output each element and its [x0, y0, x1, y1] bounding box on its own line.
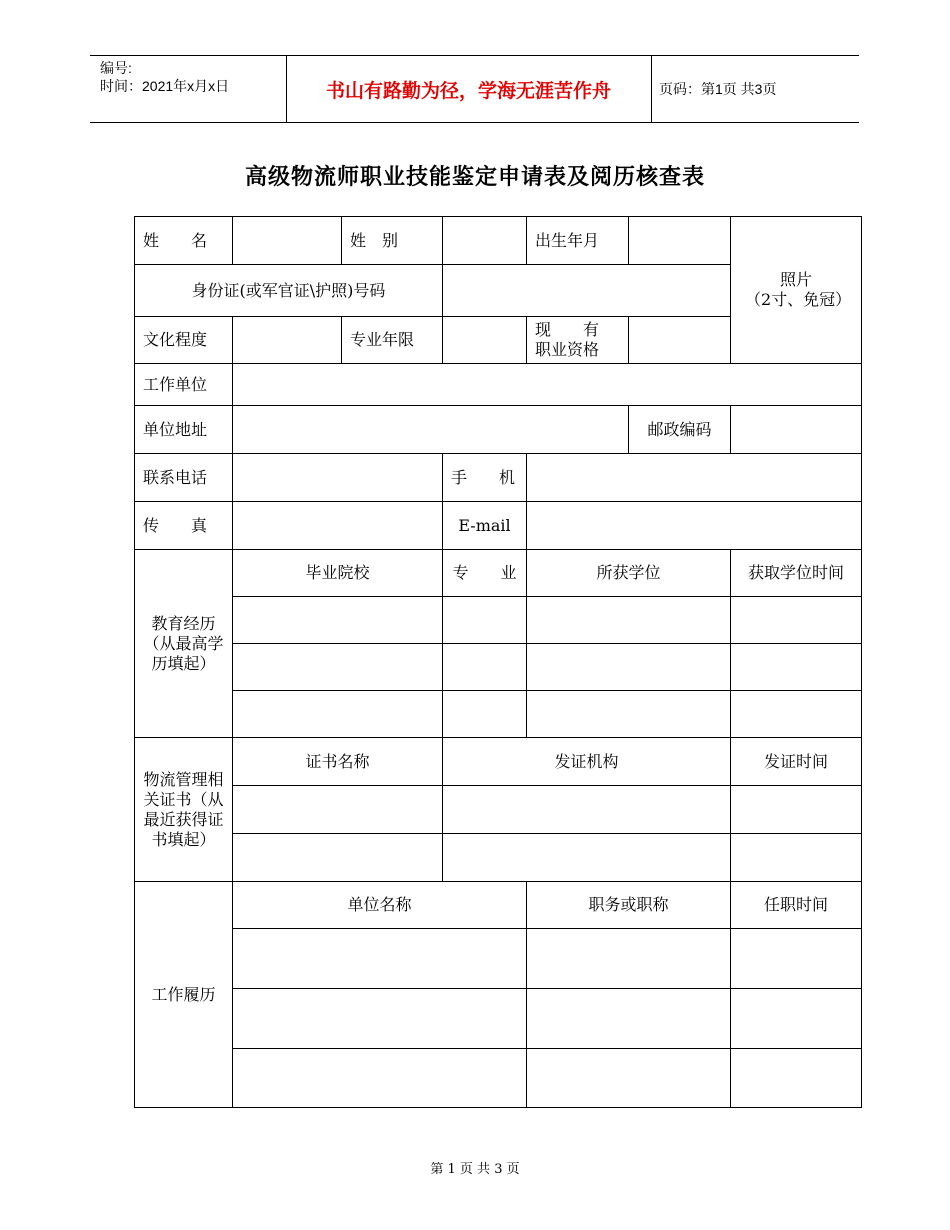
employer-label: 工作单位 [135, 364, 233, 406]
degree-field[interactable] [527, 597, 731, 644]
photo-label: 照片 [779, 270, 812, 289]
page-title: 高级物流师职业技能鉴定申请表及阅历核查表 [244, 165, 705, 190]
edu-major-field[interactable] [443, 691, 527, 738]
address-label: 单位地址 [135, 406, 233, 454]
id-number-label: 身份证(或军官证\护照)号码 [135, 265, 443, 317]
org-name-field[interactable] [233, 989, 527, 1049]
current-qualification-line1: 现 有 [535, 320, 600, 339]
mobile-field[interactable] [527, 454, 862, 502]
cert-time-field[interactable] [731, 786, 862, 834]
tenure-header: 任职时间 [731, 882, 862, 929]
education-level-field[interactable] [233, 317, 342, 364]
tenure-field[interactable] [731, 929, 862, 989]
gender-label: 姓 别 [342, 217, 443, 265]
cert-name-field[interactable] [233, 834, 443, 882]
edu-major-field[interactable] [443, 597, 527, 644]
org-name-field[interactable] [233, 929, 527, 989]
application-form-table [134, 216, 862, 1108]
header-divider [651, 56, 652, 122]
education-section-label: 教育经历（从最高学历填起） [135, 550, 233, 738]
address-field[interactable] [233, 406, 629, 454]
name-label: 姓 名 [135, 217, 233, 265]
photo-spec: （2寸、免冠） [745, 290, 852, 309]
email-field[interactable] [527, 502, 862, 550]
postcode-label: 邮政编码 [629, 406, 731, 454]
school-field[interactable] [233, 644, 443, 691]
header-motto: 书山有路勤为径，学海无涯苦作舟 [325, 79, 611, 102]
position-header: 职务或职称 [527, 882, 731, 929]
degree-time-header: 获取学位时间 [731, 550, 862, 597]
degree-time-field[interactable] [731, 597, 862, 644]
phone-field[interactable] [233, 454, 443, 502]
current-qualification-label [527, 317, 629, 364]
current-qualification-field[interactable] [629, 317, 731, 364]
number-label: 编号: [100, 60, 132, 76]
certificate-section-label: 物流管理相关证书（从最近获得证书填起） [135, 738, 233, 882]
school-header: 毕业院校 [233, 550, 443, 597]
issuer-field[interactable] [443, 786, 731, 834]
degree-time-field[interactable] [731, 644, 862, 691]
cert-time-field[interactable] [731, 834, 862, 882]
cert-name-field[interactable] [233, 786, 443, 834]
cert-time-header: 发证时间 [731, 738, 862, 786]
employer-field[interactable] [233, 364, 862, 406]
header-left [100, 59, 229, 95]
document-header [90, 55, 859, 123]
org-name-field[interactable] [233, 1049, 527, 1108]
mobile-label: 手 机 [443, 454, 527, 502]
issuer-field[interactable] [443, 834, 731, 882]
id-number-field[interactable] [443, 265, 731, 317]
page-info: 页码：第1页 共3页 [659, 81, 777, 97]
work-section-label: 工作履历 [135, 882, 233, 1108]
fax-label: 传 真 [135, 502, 233, 550]
degree-time-field[interactable] [731, 691, 862, 738]
education-level-label: 文化程度 [135, 317, 233, 364]
email-label: E-mail [443, 502, 527, 550]
name-field[interactable] [233, 217, 342, 265]
degree-header: 所获学位 [527, 550, 731, 597]
current-qualification-line2: 职业资格 [535, 340, 600, 359]
photo-box[interactable] [731, 217, 862, 364]
tenure-field[interactable] [731, 989, 862, 1049]
major-years-field[interactable] [443, 317, 527, 364]
birth-field[interactable] [629, 217, 731, 265]
school-field[interactable] [233, 691, 443, 738]
school-field[interactable] [233, 597, 443, 644]
position-field[interactable] [527, 989, 731, 1049]
page-footer: 第 1 页 共 3 页 [430, 1162, 520, 1177]
major-years-label: 专业年限 [342, 317, 443, 364]
tenure-field[interactable] [731, 1049, 862, 1108]
edu-major-field[interactable] [443, 644, 527, 691]
postcode-field[interactable] [731, 406, 862, 454]
cert-name-header: 证书名称 [233, 738, 443, 786]
birth-label: 出生年月 [527, 217, 629, 265]
org-name-header: 单位名称 [233, 882, 527, 929]
position-field[interactable] [527, 929, 731, 989]
fax-field[interactable] [233, 502, 443, 550]
degree-field[interactable] [527, 691, 731, 738]
issuer-header: 发证机构 [443, 738, 731, 786]
phone-label: 联系电话 [135, 454, 233, 502]
time-label: 时间：2021年x月x日 [100, 78, 230, 94]
gender-field[interactable] [443, 217, 527, 265]
degree-field[interactable] [527, 644, 731, 691]
position-field[interactable] [527, 1049, 731, 1108]
edu-major-header: 专 业 [443, 550, 527, 597]
